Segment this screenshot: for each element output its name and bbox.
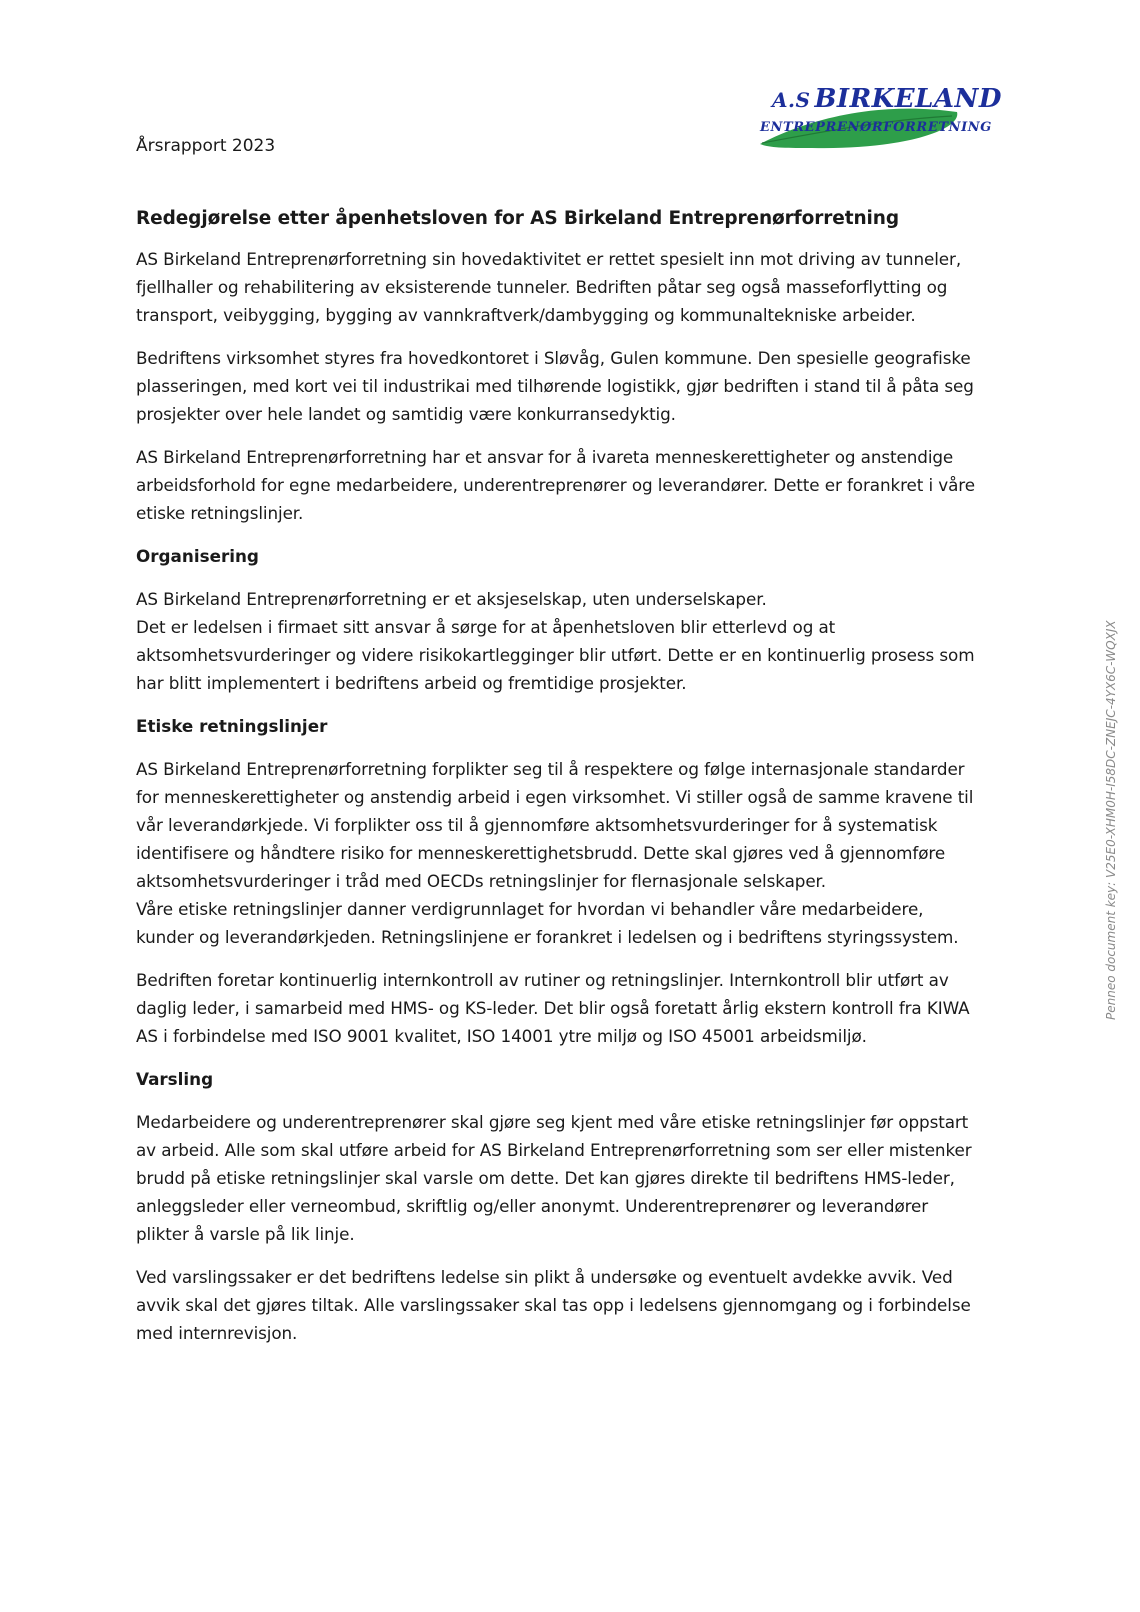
logo-name: BIRKELAND [814,84,1002,114]
text-line: har blitt implementert i bedriftens arbeid og fremtidige prosjekter. [136,673,687,693]
paragraph [136,245,1016,329]
text-line: daglig leder, i samarbeid med HMS- og KS-leder. Det blir også foretatt årlig ekstern kontroll fra KIWA [136,998,970,1018]
company-logo [752,82,1002,154]
text-line: AS Birkeland Entreprenørforretning har et ansvar for å ivareta menneskerettigheter og anstendige [136,447,954,467]
paragraph [136,443,1016,527]
section-heading: Etiske retningslinjer [136,716,328,736]
text-line: for menneskerettigheter og anstendig arbeid i egen virksomhet. Vi stiller også de samme kravene til [136,787,974,807]
text-line: Bedriftens virksomhet styres fra hovedkontoret i Sløvåg, Gulen kommune. Den spesielle geografiske [136,348,971,368]
text-line: AS Birkeland Entreprenørforretning sin hovedaktivitet er rettet spesielt inn mot driving av tunneler, [136,249,962,269]
text-line: brudd på etiske retningslinjer skal varsle om dette. Det kan gjøres direkte til bedriftens HMS-leder, [136,1168,955,1188]
text-line: vår leverandørkjede. Vi forplikter oss til å gjennomføre aktsomhetsvurderinger for å systematisk [136,815,938,835]
paragraph [136,1263,1016,1347]
text-line: plasseringen, med kort vei til industrikai med tilhørende logistikk, gjør bedriften i stand til å påta seg [136,376,974,396]
text-line: plikter å varsle på lik linje. [136,1224,355,1244]
text-line: anleggsleder eller verneombud, skriftlig og/eller anonymt. Underentreprenører og leverandører [136,1196,929,1216]
text-line: med internrevisjon. [136,1323,298,1343]
text-line: Våre etiske retningslinjer danner verdigrunnlaget for hvordan vi behandler våre medarbeidere, [136,899,924,919]
section-heading: Varsling [136,1069,214,1089]
logo-subtitle: ENTREPRENØRFORRETNING [760,120,992,135]
text-line: avvik skal det gjøres tiltak. Alle varslingssaker skal tas opp i ledelsens gjennomgang og i forbindelse [136,1295,971,1315]
text-line: transport, veibygging, bygging av vannkraftverk/dambygging og kommunaltekniske arbeider. [136,305,916,325]
text-line: identifisere og håndtere risiko for menneskerettighetsbrudd. Dette skal gjøres ved å gjennomføre [136,843,946,863]
intro-section [136,245,1016,527]
text-line: fjellhaller og rehabilitering av eksisterende tunneler. Bedriften påtar seg også masseforflytting og [136,277,948,297]
text-line: Bedriften foretar kontinuerlig internkontroll av rutiner og retningslinjer. Internkontroll blir utført av [136,970,949,990]
sections-container [136,542,1016,1347]
text-line: AS Birkeland Entreprenørforretning forplikter seg til å respektere og følge internasjonale standarder [136,759,965,779]
paragraph [136,585,1016,697]
penneo-document-key: Penneo document key: V25E0-XHM0H-I58DC-ZNEJC-4YX6C-WQXJX [1104,620,1118,1020]
text-line: aktsomhetsvurderinger i tråd med OECDs retningslinjer for flernasjonale selskaper. [136,871,827,891]
text-line: etiske retningslinjer. [136,503,304,523]
text-line: arbeidsforhold for egne medarbeidere, underentreprenører og leverandører. Dette er forankret i våre [136,475,975,495]
document-body [136,208,1016,1362]
text-line: prosjekter over hele landet og samtidig være konkurransedyktig. [136,404,676,424]
text-line: av arbeid. Alle som skal utføre arbeid for AS Birkeland Entreprenørforretning som ser eller mistenker [136,1140,972,1160]
logo-prefix: A.S [772,88,811,112]
paragraph [136,1108,1016,1248]
text-line: Medarbeidere og underentreprenører skal gjøre seg kjent med våre etiske retningslinjer før oppstart [136,1112,969,1132]
paragraph [136,755,1016,951]
text-line: Det er ledelsen i firmaet sitt ansvar å sørge for at åpenhetsloven blir etterlevd og at [136,617,836,637]
text-line: AS Birkeland Entreprenørforretning er et aksjeselskap, uten underselskaper. [136,589,767,609]
paragraph [136,966,1016,1050]
document-title: Redegjørelse etter åpenhetsloven for AS Birkeland Entreprenørforretning [136,208,899,229]
text-line: AS i forbindelse med ISO 9001 kvalitet, ISO 14001 ytre miljø og ISO 45001 arbeidsmiljø. [136,1026,867,1046]
text-line: kunder og leverandørkjeden. Retningslinjene er forankret i ledelsen og i bedriftens styringssystem. [136,927,959,947]
text-line: aktsomhetsvurderinger og videre risikokartlegginger blir utført. Dette er en kontinuerlig prosess som [136,645,975,665]
text-line: Ved varslingssaker er det bedriftens ledelse sin plikt å undersøke og eventuelt avdekke avvik. Ved [136,1267,953,1287]
section-heading: Organisering [136,546,259,566]
paragraph [136,344,1016,428]
report-label: Årsrapport 2023 [136,136,276,156]
logo-company-name [772,84,1002,114]
